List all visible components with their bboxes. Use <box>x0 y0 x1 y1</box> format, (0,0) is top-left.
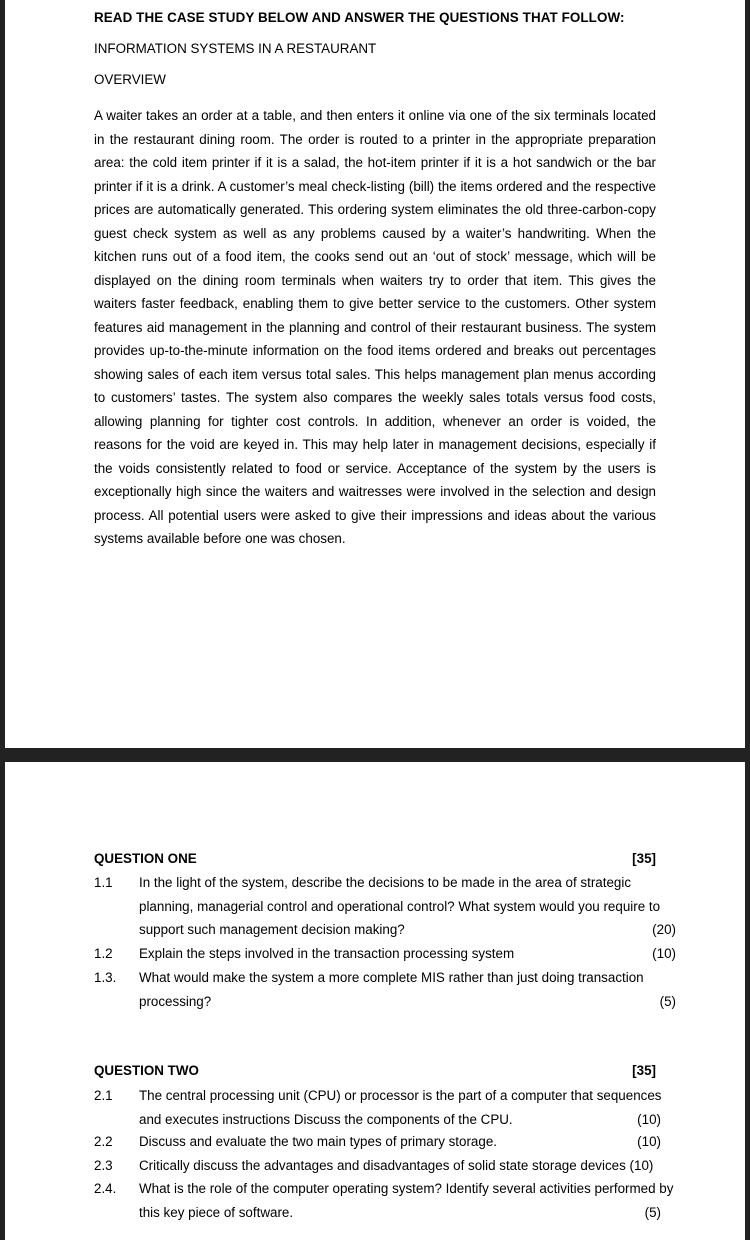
item-text: Explain the steps involved in the transaction processing system <box>139 946 515 961</box>
question-two-header <box>94 1063 656 1078</box>
question-title: QUESTION ONE <box>94 851 197 866</box>
question-item <box>94 1154 676 1178</box>
item-marks: (5) <box>644 1204 661 1220</box>
item-text: What is the role of the computer operating system? Identify several activities performed by this key piece of software. <box>139 1181 674 1220</box>
question-item <box>94 942 676 966</box>
item-number: 1.1 <box>94 875 113 890</box>
question-item <box>94 1130 676 1154</box>
item-number: 1.2 <box>94 946 113 961</box>
item-marks: (10) <box>637 1134 661 1149</box>
item-number: 2.4. <box>94 1181 117 1196</box>
item-marks: (10) <box>629 1158 654 1173</box>
overview-heading: OVERVIEW <box>94 72 166 87</box>
item-marks: (20) <box>652 922 676 937</box>
item-number: 2.3 <box>94 1158 113 1173</box>
item-marks: (5) <box>659 993 676 1009</box>
question-marks: [35] <box>632 1063 656 1078</box>
item-number: 2.1 <box>94 1088 113 1103</box>
question-marks: [35] <box>632 851 656 866</box>
item-marks: (10) <box>637 1111 661 1127</box>
item-text: In the light of the system, describe the decisions to be made in the area of strategic planning, managerial control and operational control? What system would you require to support such management decision making? <box>139 875 661 937</box>
instructions-heading: READ THE CASE STUDY BELOW AND ANSWER THE QUESTIONS THAT FOLLOW: <box>94 10 625 25</box>
item-number: 1.3. <box>94 970 117 985</box>
question-item <box>94 966 676 1013</box>
question-title: QUESTION TWO <box>94 1063 199 1078</box>
item-text: The central processing unit (CPU) or processor is the part of a computer that sequences and executes instructions Discuss the components of the CPU. <box>139 1088 662 1127</box>
case-study-title: INFORMATION SYSTEMS IN A RESTAURANT <box>94 41 377 56</box>
case-study-paragraph: A waiter takes an order at a table, and then enters it online via one of the six terminals located in the restaurant dining room. The order is routed to a printer in the appropriate preparation area: the cold item printer if it is a salad, the hot-item printer if it is a hot sandwich or the bar printer if it is a drink. A customer’s meal check-listing (bill) the items ordered and the respective prices are automatically generated. This ordering system eliminates the old three-carbon-copy guest check system as well as any problems caused by a waiter’s handwriting. When the kitchen runs out of a food item, the cooks send out an ‘out of stock’ message, which will be displayed on the dining room terminals when waiters try to order that item. This gives the waiters faster feedback, enabling them to give better service to the customers. Other system features aid management in the planning and control of their restaurant business. The system provides up-to-the-minute information on the food items ordered and breaks out percentages showing sales of each item versus total sales. This helps management plan menus according to customers’ tastes. The system also compares the weekly sales totals versus food costs, allowing planning for tighter cost controls. In addition, whenever an order is voided, the reasons for the void are keyed in. This may help later in management decisions, especially if the voids consistently related to food or service. Acceptance of the system by the users is exceptionally high since the waiters and waitresses were involved in the selection and design process. All potential users were asked to give their impressions and ideas about the various systems available before one was chosen. <box>94 108 656 546</box>
item-number: 2.2 <box>94 1134 113 1149</box>
item-text: Discuss and evaluate the two main types of primary storage. <box>139 1134 497 1149</box>
question-item <box>94 871 676 942</box>
question-one-header <box>94 851 656 866</box>
question-item <box>94 1177 676 1224</box>
page-one <box>5 0 745 748</box>
question-item <box>94 1084 676 1131</box>
page-two <box>5 762 745 1240</box>
item-text: What would make the system a more complete MIS rather than just doing transaction processing? <box>139 970 644 1009</box>
item-text: Critically discuss the advantages and disadvantages of solid state storage devices <box>139 1158 626 1173</box>
item-marks: (10) <box>652 946 676 961</box>
